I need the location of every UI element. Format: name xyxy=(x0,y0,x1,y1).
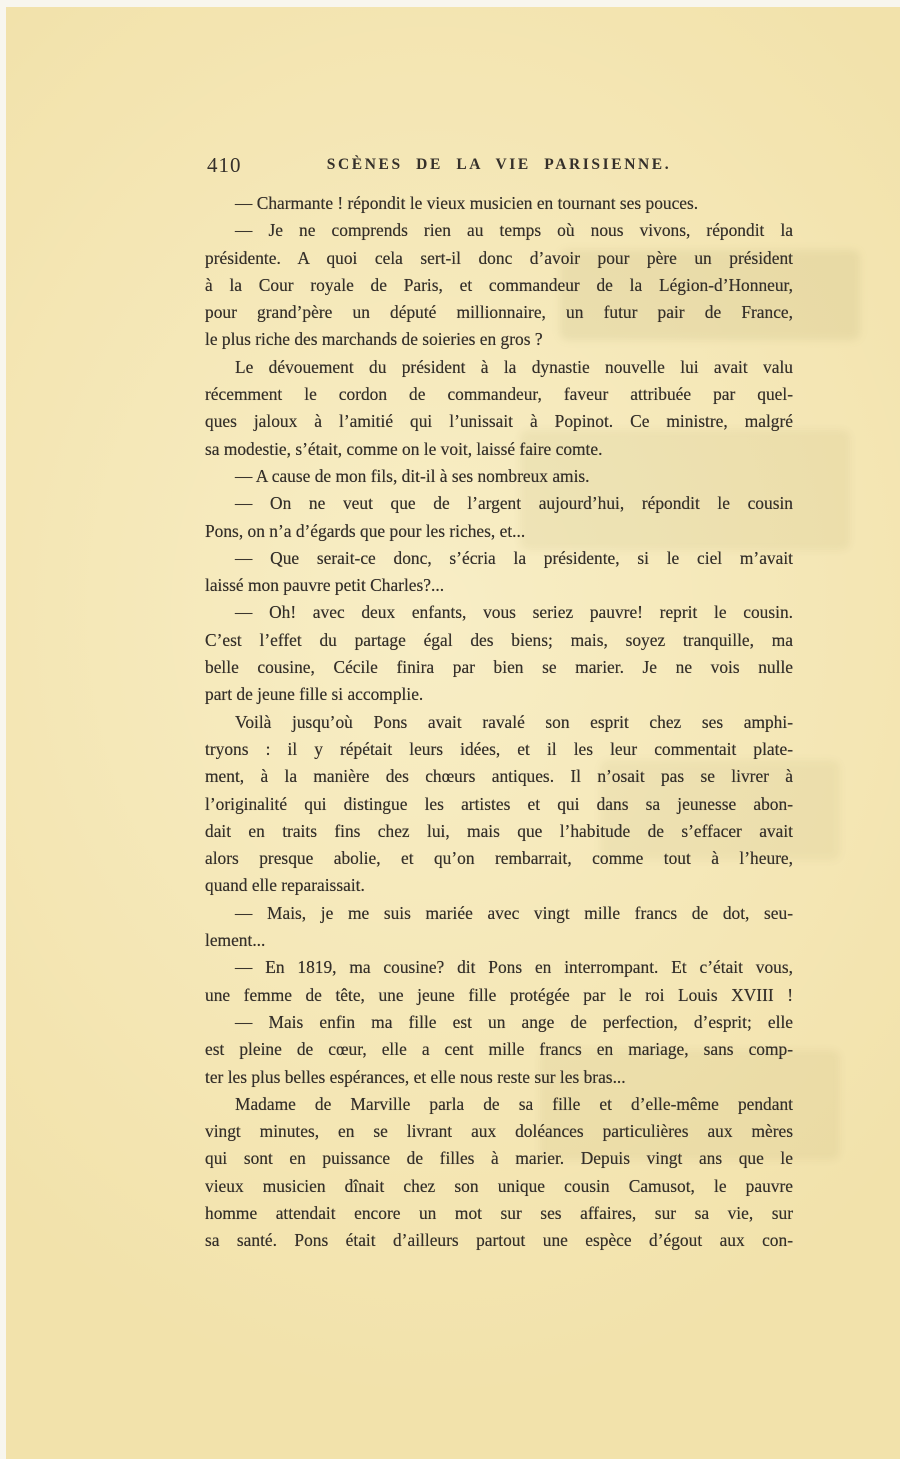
text-line: part de jeune fille si accomplie. xyxy=(205,684,424,705)
text-line: ment, à la manière des chœurs antiques. Il n’osait pas se livrer à xyxy=(205,766,793,787)
text-line: l’originalité qui distingue les artistes et qui dans sa jeunesse abon- xyxy=(205,793,793,814)
text-line: — Je ne comprends rien au temps où nous vivons, répondit la xyxy=(235,220,793,241)
text-line: ter les plus belles espérances, et elle nous reste sur les bras... xyxy=(205,1066,626,1087)
running-title: SCÈNES DE LA VIE PARISIENNE. xyxy=(326,156,672,173)
text-line: belle cousine, Cécile finira par bien se marier. Je ne vois nulle xyxy=(205,657,793,678)
text-line: tryons : il y répétait leurs idées, et il les leur commentait plate- xyxy=(205,738,793,759)
text-line: — Mais, je me suis mariée avec vingt mille francs de dot, seu- xyxy=(235,902,793,923)
text-line: vingt minutes, en se livrant aux doléances particulières aux mères xyxy=(205,1121,793,1142)
text-line: — On ne veut que de l’argent aujourd’hui, répondit le cousin xyxy=(235,493,793,514)
text-line: lement... xyxy=(205,930,266,951)
scan-edge-top xyxy=(0,0,900,7)
text-line: laissé mon pauvre petit Charles?... xyxy=(205,575,445,596)
text-line: C’est l’effet du partage égal des biens; mais, soyez tranquille, ma xyxy=(205,629,793,650)
text-line: Pons, on n’a d’égards que pour les riches, et... xyxy=(205,520,526,541)
text-block xyxy=(205,190,793,1255)
text-line: — Mais enfin ma fille est un ange de perfection, d’esprit; elle xyxy=(235,1011,793,1032)
text-line: le plus riche des marchands de soieries en gros ? xyxy=(205,329,543,350)
text-line: alors presque abolie, et qu’on rembarrait, comme tout à l’heure, xyxy=(205,848,793,869)
text-line: — Oh! avec deux enfants, vous seriez pauvre! reprit le cousin. xyxy=(235,602,793,623)
text-line: présidente. A quoi cela sert-il donc d’avoir pour père un président xyxy=(205,247,793,268)
text-line: — Charmante ! répondit le vieux musicien en tournant ses pouces. xyxy=(235,193,699,213)
text-line: Madame de Marville parla de sa fille et d’elle-même pendant xyxy=(235,1093,793,1114)
text-line: quand elle reparaissait. xyxy=(205,875,365,896)
text-line: — Que serait-ce donc, s’écria la présidente, si le ciel m’avait xyxy=(235,547,793,568)
text-line: Voilà jusqu’où Pons avait ravalé son esprit chez ses amphi- xyxy=(235,711,793,732)
text-line: sa modestie, s’était, comme on le voit, laissé faire comte. xyxy=(205,438,603,459)
text-line: vieux musicien dînait chez son unique cousin Camusot, le pauvre xyxy=(205,1175,793,1196)
text-line: — A cause de mon fils, dit-il à ses nombreux amis. xyxy=(235,465,590,486)
text-line: Le dévouement du président à la dynastie nouvelle lui avait valu xyxy=(235,356,793,377)
text-line: est pleine de cœur, elle a cent mille francs en mariage, sans comp- xyxy=(205,1039,793,1060)
text-line: qui sont en puissance de filles à marier. Depuis vingt ans que le xyxy=(205,1148,793,1169)
text-line: dait en traits fins chez lui, mais que l’habitude de s’effacer avait xyxy=(205,820,793,841)
text-line: ques jaloux à l’amitié qui l’unissait à Popinot. Ce ministre, malgré xyxy=(205,411,793,432)
text-line: une femme de tête, une jeune fille protégée par le roi Louis XVIII ! xyxy=(205,984,793,1005)
page-number: 410 xyxy=(207,153,242,177)
text-line: récemment le cordon de commandeur, faveur attribuée par quel- xyxy=(205,384,793,405)
running-head xyxy=(205,152,793,182)
scan-edge-left xyxy=(0,0,6,1459)
text-line: à la Cour royale de Paris, et commandeur de la Légion-d’Honneur, xyxy=(205,274,793,295)
text-line: sa santé. Pons était d’ailleurs partout une espèce d’égout aux con- xyxy=(205,1230,793,1251)
text-line: homme attendait encore un mot sur ses affaires, sur sa vie, sur xyxy=(205,1202,793,1223)
text-line: — En 1819, ma cousine? dit Pons en interrompant. Et c’était vous, xyxy=(235,957,793,978)
text-line: pour grand’père un député millionnaire, un futur pair de France, xyxy=(205,302,793,323)
